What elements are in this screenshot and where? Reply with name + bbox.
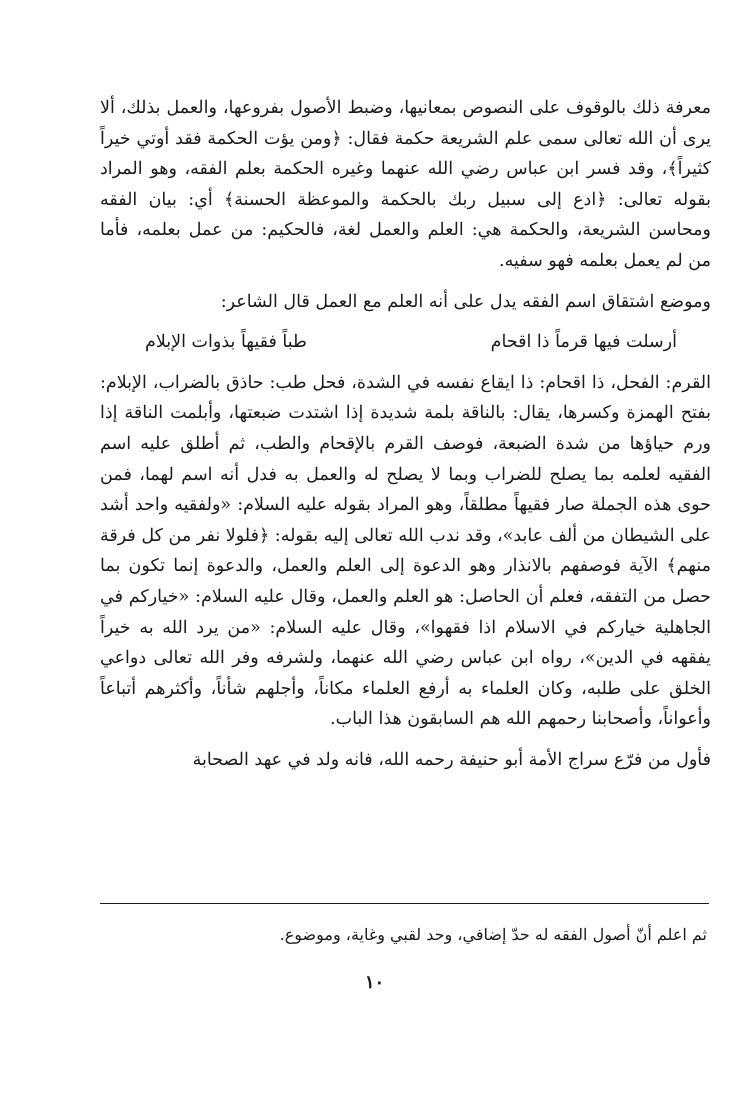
paragraph-gap (100, 735, 711, 745)
verse-second-hemistich: طباً فقيهاً بذوات الإبلام (145, 332, 307, 353)
footnote: ثم اعلم أنّ أصول الفقه له حدّ إضافي، وحد لقبي وغاية، وموضوع. (279, 925, 707, 944)
poetry-verse (100, 327, 711, 358)
page-number: ١٠ (364, 972, 385, 993)
paragraph-gap (100, 317, 711, 327)
footnote-divider (100, 903, 709, 904)
paragraph-3: القرم: الفحل، ذا اقحام: ذا ايقاع نفسه في الشدة، فحل طب: حاذق بالضراب، الإبلام: بفتح الهمزة وكسرها، يقال: بالناقة بلمة شديدة إذا اشتدت ضبعتها، وأبلمت الناقة إذا ورم حياؤها من شدة الضبعة، فوصف القرم بالإقحام والطب، ثم أطلق عليه اسم الفقيه لعلمه بما يصلح للضراب وبما لا يصلح له والعمل به فدل أنه اسم لهما، فمن حوى هذه الجملة صار فقيهاً مطلقاً، وهو المراد بقوله عليه السلام: «ولفقيه واحد أشد على الشيطان من ألف عابد»، وقد ندب الله تعالى إليه بقوله: ﴿فلولا نفر من كل فرقة منهم﴾ الآية فوصفهم بالانذار وهو الدعوة إلى العلم والعمل، والدعوة إنما تكون بما حصل من التفقه، فعلم أن الحاصل: هو العلم والعمل، وقال عليه السلام: «خياركم في الجاهلية خياركم في الاسلام اذا فقهوا»، وقال عليه السلام: «من يرد الله به خيراً يفقهه في الدين»، رواه ابن عباس رضي الله عنهما، ولشرفه وفر الله تعالى دواعي الخلق على طلبه، وكان العلماء به أرفع العلماء مكاناً، وأجلهم شأناً، وأكثرهم أتباعاً وأعواناً، وأصحابنا رحمهم الله هم السابقون هذا الباب. (100, 372, 711, 730)
paragraph-gap (100, 277, 711, 287)
paragraph-gap (100, 358, 711, 368)
paragraph-4: فأول من فرّع سراج الأمة أبو حنيفة رحمه الله، فانه ولد في عهد الصحابة (192, 749, 711, 770)
paragraph-1: معرفة ذلك بالوقوف على النصوص بمعانيها، وضبط الأصول بفروعها، والعمل بذلك، ألا يرى أن الله تعالى سمى علم الشريعة حكمة فقال: ﴿ومن يؤت الحكمة فقد أوتي خيراً كثيراً﴾، وقد فسر ابن عباس رضي الله عنهما وغيره الحكمة بعلم الفقه، وهو المراد بقوله تعالى: ﴿ادع إلى سبيل ربك بالحكمة والموعظة الحسنة﴾ أي: بيان الفقه ومحاسن الشريعة، والحكمة هي: العلم والعمل لغة، فالحكيم: من عمل بعلمه، فأما من لم يعمل بعلمه فهو سفيه. (100, 98, 711, 271)
paragraph-2: وموضع اشتقاق اسم الفقه يدل على أنه العلم مع العمل قال الشاعر: (220, 291, 711, 312)
body-text (100, 93, 711, 775)
verse-first-hemistich: أرسلت فيها قرماً ذا اقحام (490, 332, 677, 353)
